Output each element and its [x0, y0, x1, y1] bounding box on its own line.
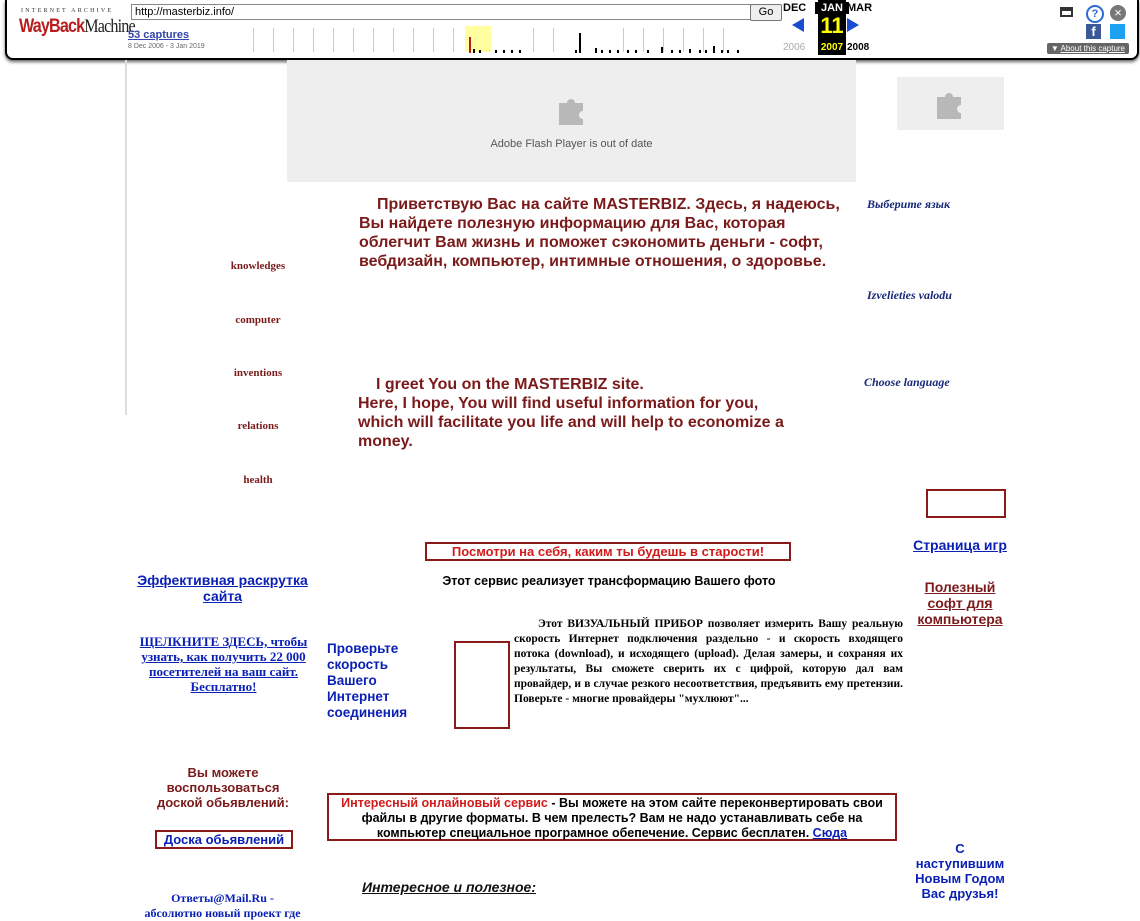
next-arrow-icon[interactable] — [847, 18, 859, 32]
greeting-en-rest: Here, I hope, You will find useful information for you, which will facilitate you life and will help to economize a money. — [358, 395, 784, 450]
about-caret-icon: ▼ — [1050, 44, 1061, 53]
convert-body: - Вы можете на этом сайте переконвертировать свои файлы в другие форматы. В чем прелесть? Вам не надо устанавливать себе на компьютер специальное програмное обепечение. Сервис бесплатен. — [361, 796, 883, 840]
greeting-en — [358, 375, 798, 451]
lang-ru[interactable]: Выберите язык — [867, 197, 951, 211]
aging-service-button[interactable]: Посмотри на себя, каким ты будешь в старости! — [425, 542, 791, 561]
about-capture-link[interactable]: ▼ About this capture — [1047, 43, 1129, 54]
captures-link[interactable]: 53 captures — [128, 29, 190, 41]
close-icon[interactable]: × — [1110, 5, 1126, 21]
answers-line2: абсолютно новый проект где — [144, 906, 301, 920]
month-current: JAN — [815, 2, 849, 14]
speed-description: Этот ВИЗУАЛЬНЫЙ ПРИБОР позволяет измерить Вашу реальную скорость Интернет подключения раздельно - и скорость входящего потока (download), и исходящего (upload). Делая замеры, и сохраняя их результаты, Вы сможете сверить их с цифрой, которую дал вам провайдер, и в случае резкого несоответствия, предъявить ему претензии. Поверьте - многие провайдеры "мухлюют"... — [514, 618, 903, 705]
twitter-icon[interactable] — [1110, 24, 1125, 39]
ia-label: INTERNET ARCHIVE — [21, 8, 114, 14]
capture-range: 8 Dec 2006 - 3 Jan 2019 — [128, 43, 205, 50]
greeting-en-line1: I greet You on the MASTERBIZ site. — [376, 376, 644, 393]
visitors-link[interactable]: ЩЕЛКНИТЕ ЗДЕСЬ, чтобы узнать, как получить 22 000 посетителей на ваш сайт. Бесплатно! — [139, 634, 308, 694]
nav-inventions[interactable]: inventions — [233, 367, 283, 379]
nav-computer[interactable]: computer — [235, 314, 281, 326]
year-prev[interactable]: 2006 — [783, 42, 806, 53]
flash-placeholder-small[interactable] — [897, 77, 1004, 130]
capture-sparkline[interactable] — [243, 26, 743, 54]
soft-link[interactable]: Полезный софт для компьютера — [917, 579, 1003, 627]
nav-health[interactable]: health — [243, 474, 273, 486]
go-button[interactable]: Go — [750, 4, 782, 21]
help-icon[interactable]: ? — [1086, 5, 1104, 23]
url-input[interactable]: http://masterbiz.info/ — [131, 4, 751, 20]
year-current: 2007 — [820, 42, 844, 53]
window-icon[interactable] — [1060, 7, 1073, 17]
seo-link[interactable]: Эффективная раскрутка сайта — [137, 572, 308, 604]
current-day: 11 — [820, 13, 844, 38]
nav-knowledges[interactable]: knowledges — [230, 260, 286, 272]
prev-arrow-icon[interactable] — [792, 18, 804, 32]
flash-message: Adobe Flash Player is out of date — [490, 138, 653, 150]
logo-wayback: WayBack — [19, 16, 85, 37]
month-prev[interactable]: DEC — [783, 2, 807, 14]
flash-placeholder[interactable] — [287, 60, 856, 182]
puzzle-icon — [553, 91, 589, 127]
wayback-logo[interactable] — [19, 16, 135, 38]
wayback-toolbar — [5, 0, 1139, 60]
speed-widget-box[interactable] — [454, 641, 510, 729]
left-rule — [125, 60, 127, 415]
logo-machine: Machine — [84, 16, 135, 37]
board-intro: Вы можете воспользоваться доской обьявлений: — [157, 765, 289, 810]
right-empty-box[interactable] — [926, 489, 1006, 518]
lang-lv[interactable]: Izvelieties valodu — [867, 288, 952, 302]
month-next[interactable]: MAR — [847, 2, 873, 14]
games-link[interactable]: Страница игр — [913, 537, 1007, 553]
answers-line1: Ответы@Mail.Ru - — [171, 891, 274, 905]
convert-link[interactable]: Сюда — [812, 826, 848, 840]
puzzle-icon — [931, 85, 967, 121]
lang-en[interactable]: Choose language — [864, 375, 950, 389]
board-button[interactable]: Доска обьявлений — [155, 830, 293, 849]
new-year-text: С наступившим Новым Годом Вас друзья! — [915, 841, 1005, 901]
convert-service-box — [327, 793, 897, 841]
speed-label[interactable]: Проверьте скорость Вашего Интернет соединения — [327, 641, 408, 720]
convert-lead: Интересный онлайновый сервис — [341, 796, 548, 810]
answers-text[interactable] — [130, 891, 315, 921]
facebook-icon[interactable]: f — [1086, 24, 1101, 39]
greeting-ru: Приветствую Вас на сайте MASTERBIZ. Здесь, я надеюсь, Вы найдете полезную информацию для Вас, которая облегчит Вам жизнь и поможет сэкономить деньги - софт, вебдизайн, компьютер, интимные отношения, о здоровье. — [359, 196, 840, 270]
nav-relations[interactable]: relations — [237, 420, 279, 432]
aging-caption: Этот сервис реализует трансформацию Вашего фото — [442, 574, 776, 588]
year-next[interactable]: 2008 — [847, 42, 870, 53]
interesting-title: Интересное и полезное: — [362, 879, 537, 895]
